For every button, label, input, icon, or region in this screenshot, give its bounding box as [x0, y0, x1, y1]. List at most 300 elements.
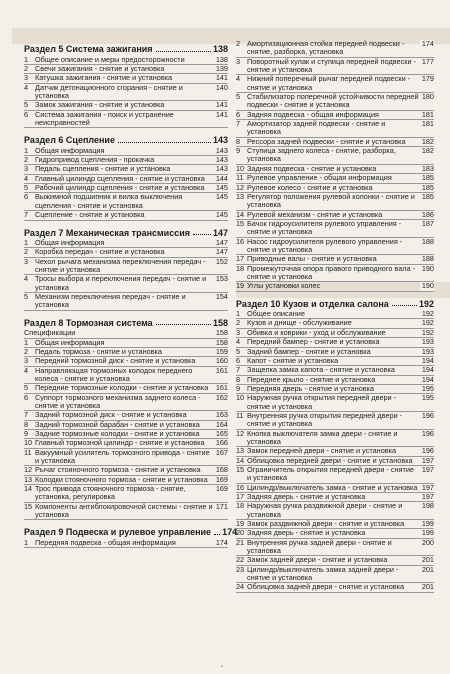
- leader-dots: [392, 305, 417, 306]
- toc-entry[interactable]: [24, 84, 228, 101]
- toc-entry[interactable]: [24, 175, 228, 183]
- toc-entry[interactable]: [24, 184, 228, 192]
- toc-entry[interactable]: [236, 529, 434, 537]
- toc-entry[interactable]: [24, 258, 228, 275]
- entry-title: Внутренняя ручка задней двери - снятие и установка: [247, 537, 392, 556]
- entry-title: Гидропривод сцепления - прокачка: [35, 155, 155, 165]
- entry-text-wrap: [35, 74, 228, 82]
- toc-entry[interactable]: [236, 111, 434, 119]
- entry-text-wrap: [35, 357, 228, 365]
- toc-entry[interactable]: [236, 329, 434, 337]
- section-heading: [24, 135, 228, 146]
- entry-page: 158: [215, 328, 228, 338]
- entry-number: 1: [24, 54, 29, 64]
- toc-entry[interactable]: [24, 449, 228, 466]
- toc-entry[interactable]: [24, 439, 228, 447]
- toc-entry[interactable]: [24, 476, 228, 484]
- toc-entry[interactable]: [24, 539, 228, 547]
- entry-page: 185: [421, 173, 434, 183]
- entry-title: Рессора задней подвески - снятие и установка: [247, 136, 406, 146]
- entry-text-wrap: [35, 147, 228, 155]
- entry-number: 10: [236, 163, 245, 173]
- entry-number: 7: [236, 119, 241, 129]
- entry-text-wrap: [35, 339, 228, 347]
- entry-number: 6: [236, 109, 241, 119]
- entry-title: Чехол рычага механизма переключения передач - снятие и установка: [35, 256, 206, 275]
- entry-number: 24: [236, 582, 245, 592]
- entry-page: 194: [421, 374, 434, 384]
- entry-page: 141: [215, 109, 228, 119]
- entry-title: Трос привода стояночного тормоза - снятие, установка, регулировка: [35, 484, 186, 502]
- toc-column-left: [24, 42, 238, 548]
- entry-text-wrap: [35, 476, 228, 484]
- entry-page: 185: [421, 191, 434, 201]
- entry-page: 196: [421, 410, 434, 420]
- entry-page: 197: [421, 464, 434, 474]
- entry-page: 169: [215, 474, 228, 484]
- entry-text-wrap: [247, 93, 434, 110]
- entry-number: 9: [236, 383, 241, 393]
- entry-title: Направляющая тормозных колодок переднего колеса - снятие и установка: [35, 365, 193, 383]
- entry-title: Углы установки колес: [247, 281, 321, 291]
- entry-text-wrap: [247, 520, 434, 528]
- entry-title: Колодки стояночного тормоза - снятие и установка: [35, 474, 208, 484]
- toc-entry[interactable]: [236, 556, 434, 564]
- entry-title: Рулевое колесо - снятие и установка: [247, 182, 373, 192]
- entry-number: 16: [236, 236, 245, 246]
- entry-number: 10: [24, 438, 33, 448]
- entry-page: 166: [215, 438, 228, 448]
- entry-page: 193: [421, 346, 434, 356]
- entry-title: Наружная ручка раздвижной двери - снятие и установка: [247, 501, 403, 519]
- entry-page: 187: [421, 218, 434, 228]
- toc-entry[interactable]: [24, 74, 228, 82]
- entry-number: 8: [24, 419, 29, 429]
- entry-page: 174: [215, 537, 228, 547]
- toc-entry[interactable]: [24, 485, 228, 502]
- entry-title: Рулевой механизм - снятие и установка: [247, 209, 383, 219]
- entry-page: 198: [421, 501, 434, 511]
- section-heading: [24, 527, 238, 538]
- entry-title: Общее описание и меры предосторожности: [35, 54, 185, 64]
- toc-entry[interactable]: [236, 184, 434, 192]
- section-heading: [236, 299, 434, 310]
- entry-number: 4: [24, 82, 29, 92]
- entry-number: 6: [24, 192, 29, 202]
- section-heading: [24, 318, 228, 329]
- entry-text-wrap: [35, 439, 228, 447]
- entry-number: 3: [24, 356, 29, 366]
- entry-title: Задняя подвеска - снятие и установка: [247, 163, 377, 173]
- toc-entry[interactable]: [236, 357, 434, 365]
- entry-text-wrap: [247, 348, 434, 356]
- entry-number: 23: [236, 564, 245, 574]
- entry-page: 164: [215, 419, 228, 429]
- toc-entry[interactable]: [24, 293, 228, 310]
- entry-page: 194: [421, 355, 434, 365]
- entry-number: 18: [236, 263, 245, 273]
- entry-page: 188: [421, 254, 434, 264]
- entry-page: 194: [421, 365, 434, 375]
- entry-number: 5: [24, 100, 29, 110]
- entry-text-wrap: [35, 111, 228, 128]
- entry-number: 20: [236, 528, 245, 538]
- entry-number: 8: [236, 374, 241, 384]
- entry-number: 14: [24, 484, 33, 494]
- entry-title: Задняя подвеска - общая информация: [247, 109, 379, 119]
- entry-number: 4: [24, 365, 29, 375]
- toc-entry[interactable]: [24, 348, 228, 356]
- entry-text-wrap: [247, 539, 434, 556]
- entry-text-wrap: [247, 75, 434, 92]
- entry-title: Общая информация: [35, 145, 105, 155]
- toc-entry[interactable]: [236, 120, 434, 137]
- entry-title: Обивка и коврики - уход и обслуживание: [247, 327, 386, 337]
- entry-number: 15: [236, 218, 245, 228]
- toc-entry[interactable]: [236, 394, 434, 411]
- entry-text-wrap: [35, 411, 228, 419]
- entry-text-wrap: [35, 184, 228, 192]
- entry-page: 179: [421, 74, 434, 84]
- entry-page: 186: [421, 209, 434, 219]
- entry-text-wrap: [247, 457, 434, 465]
- entry-number: 12: [24, 465, 33, 475]
- toc-entry[interactable]: [24, 101, 228, 109]
- toc-entry[interactable]: [236, 165, 434, 173]
- entry-text-wrap: [247, 376, 434, 384]
- entry-title: Регулятор положения рулевой колонки - снятие и установка: [247, 191, 415, 210]
- entry-title: Сцепление - снятие и установка: [35, 210, 145, 220]
- entry-number: 14: [236, 209, 245, 219]
- toc-entry[interactable]: [236, 520, 434, 528]
- toc-entry[interactable]: [236, 238, 434, 255]
- entry-title: Суппорт тормозного механизма заднего колеса - снятие и установка: [35, 392, 201, 410]
- entry-title: Кузов и днище - обслуживание: [247, 318, 352, 328]
- entry-number: 6: [24, 392, 29, 402]
- entry-number: 21: [236, 537, 245, 547]
- entry-number: 18: [236, 501, 245, 511]
- entry-number: 5: [24, 383, 29, 393]
- entry-page: 147: [215, 247, 228, 257]
- entry-page: 196: [421, 428, 434, 438]
- entry-page: 144: [215, 173, 228, 183]
- entry-page: 158: [215, 337, 228, 347]
- toc-entry[interactable]: [24, 329, 228, 337]
- toc-entry[interactable]: [236, 282, 434, 290]
- toc-entry[interactable]: [24, 430, 228, 438]
- entry-page: 185: [421, 182, 434, 192]
- entry-text-wrap: [35, 193, 228, 210]
- entry-title: Главный цилиндр сцепления - снятие и установка: [35, 173, 205, 183]
- entry-page: 182: [421, 146, 434, 156]
- entry-number: 4: [24, 173, 29, 183]
- entry-rule: [24, 547, 228, 548]
- entry-page: 181: [421, 119, 434, 129]
- entry-page: 197: [421, 455, 434, 465]
- entry-page: 197: [421, 492, 434, 501]
- toc-entry[interactable]: [24, 156, 228, 164]
- toc-entry[interactable]: [236, 539, 434, 556]
- entry-title: Внутренняя ручка открытия передней двери - снятие и установка: [247, 410, 403, 429]
- entry-page: 199: [421, 528, 434, 538]
- entry-number: 13: [24, 474, 33, 484]
- entry-number: 13: [236, 446, 245, 456]
- entry-number: 9: [236, 146, 241, 156]
- entry-number: 3: [236, 56, 241, 66]
- toc-entry[interactable]: [236, 412, 434, 429]
- toc-entry[interactable]: [24, 503, 228, 520]
- leader-dots: [193, 234, 211, 235]
- entry-page: 201: [421, 582, 434, 592]
- entry-text-wrap: [35, 258, 228, 275]
- entry-title: Промежуточная опора правого приводного вала - снятие и установка: [247, 263, 416, 281]
- entry-text-wrap: [35, 503, 228, 520]
- toc-entry[interactable]: [24, 357, 228, 365]
- entry-text-wrap: [247, 238, 434, 255]
- toc-entry[interactable]: [236, 75, 434, 92]
- entry-text-wrap: [35, 421, 228, 429]
- entry-number: 12: [236, 428, 245, 438]
- section-title: Раздел 8 Тормозная система: [24, 317, 153, 328]
- toc-entry[interactable]: [236, 58, 434, 75]
- entry-page: 145: [215, 210, 228, 220]
- entry-title: Ограничитель открытия передней двери - снятие и установка: [247, 464, 414, 483]
- entry-title: Замок передней двери - снятие и установка: [247, 446, 397, 456]
- entry-text-wrap: [247, 583, 434, 591]
- entry-number: 3: [24, 73, 29, 83]
- entry-title: Приводные валы - снятие и установка: [247, 254, 377, 264]
- section-page: 158: [212, 317, 228, 328]
- toc-entry[interactable]: [24, 411, 228, 419]
- toc-entry[interactable]: [236, 40, 434, 57]
- entry-text-wrap: [247, 174, 434, 182]
- toc-entry[interactable]: [24, 248, 228, 256]
- entry-title: Кнопка выключателя замка двери - снятие и установка: [247, 428, 398, 446]
- toc-entry[interactable]: [236, 319, 434, 327]
- entry-title: Передние тормозные колодки - снятие и установка: [35, 383, 209, 393]
- toc-entry[interactable]: [236, 376, 434, 384]
- entry-text-wrap: [247, 502, 434, 519]
- entry-text-wrap: [247, 385, 434, 393]
- entry-page: 190: [421, 263, 434, 273]
- entry-text-wrap: [247, 211, 434, 219]
- toc-entry[interactable]: [236, 566, 434, 583]
- entry-page: 195: [421, 383, 434, 393]
- entry-page: 145: [215, 192, 228, 202]
- entry-rule: [236, 592, 434, 593]
- entry-text-wrap: [247, 193, 434, 210]
- entry-title: Тросы выбора и переключения передач - снятие и установка: [35, 274, 207, 292]
- toc-entry[interactable]: [24, 394, 228, 411]
- toc-entry[interactable]: [24, 239, 228, 247]
- toc-entry[interactable]: [236, 457, 434, 465]
- entry-text-wrap: [247, 120, 434, 137]
- entry-number: 2: [24, 346, 29, 356]
- toc-entry[interactable]: [236, 193, 434, 210]
- entry-text-wrap: [35, 485, 228, 502]
- toc-entry[interactable]: [236, 255, 434, 263]
- entry-title: Свечи зажигания - снятие и установка: [35, 63, 165, 73]
- entry-title: Замок задней двери - снятие и установка: [247, 555, 388, 565]
- entry-number: 13: [236, 191, 245, 201]
- entry-number: 4: [24, 274, 29, 284]
- entry-text-wrap: [247, 147, 434, 164]
- entry-page: 201: [421, 555, 434, 565]
- toc-entry[interactable]: [236, 93, 434, 110]
- entry-number: 1: [24, 238, 29, 247]
- entry-page: 139: [215, 63, 228, 73]
- leader-dots: [156, 51, 211, 52]
- toc-entry[interactable]: [236, 138, 434, 146]
- toc-entry[interactable]: [236, 348, 434, 356]
- toc-entry[interactable]: [236, 385, 434, 393]
- entry-text-wrap: [35, 175, 228, 183]
- toc-column-right: [236, 40, 434, 593]
- toc-entry[interactable]: [24, 165, 228, 173]
- entry-number: 1: [24, 537, 29, 547]
- entry-title: Педаль сцепления - снятие и установка: [35, 164, 171, 174]
- entry-page: 199: [421, 519, 434, 529]
- entry-page: 174: [421, 39, 434, 48]
- entry-title: Наружная ручка открытия передней двери - снятие и установка: [247, 393, 397, 411]
- entry-title: Передний тормозной диск - снятие и установка: [35, 356, 196, 366]
- entry-number: 15: [236, 464, 245, 474]
- toc-entry[interactable]: [24, 211, 228, 219]
- toc-entry[interactable]: [24, 147, 228, 155]
- entry-page: 143: [215, 164, 228, 174]
- entry-title: Облицовка передней двери - снятие и установка: [247, 455, 413, 465]
- section-heading: [24, 228, 228, 239]
- entry-number: 19: [236, 281, 245, 291]
- entry-text-wrap: [35, 248, 228, 256]
- entry-text-wrap: [35, 84, 228, 101]
- toc-entry[interactable]: [236, 430, 434, 447]
- entry-number: 2: [236, 318, 241, 328]
- toc-entry[interactable]: [236, 447, 434, 455]
- toc-entry[interactable]: [24, 421, 228, 429]
- entry-page: 143: [215, 145, 228, 155]
- toc-entry[interactable]: [236, 583, 434, 591]
- entry-page: 167: [215, 447, 228, 457]
- toc-entry[interactable]: [236, 484, 434, 492]
- entry-page: 154: [215, 292, 228, 302]
- toc-entry[interactable]: [24, 111, 228, 128]
- entry-text-wrap: [247, 493, 434, 501]
- entry-page: 196: [421, 446, 434, 456]
- toc-entry[interactable]: [24, 339, 228, 347]
- entry-text-wrap: [247, 357, 434, 365]
- entry-number: 1: [24, 145, 29, 155]
- entry-title: Механизм переключения передач - снятие и установка: [35, 292, 186, 310]
- entry-title: Насос гидроусилителя рулевого управления - снятие и установка: [247, 236, 403, 254]
- leader-dots: [118, 142, 211, 143]
- entry-title: Рабочий цилиндр сцепления - снятие и установка: [35, 183, 205, 193]
- toc-entry[interactable]: [24, 56, 228, 64]
- entry-title: Цилиндр/выключатель замка задней двери - снятие и установка: [247, 564, 399, 583]
- toc-entry[interactable]: [236, 265, 434, 282]
- toc-entry[interactable]: [24, 275, 228, 292]
- entry-page: 163: [215, 410, 228, 420]
- entry-text-wrap: [247, 319, 434, 327]
- entry-title: Цилиндр/выключатель замка - снятие и установка: [247, 482, 418, 492]
- toc-entry[interactable]: [236, 466, 434, 483]
- toc-entry[interactable]: [24, 193, 228, 210]
- entry-title: Капот - снятие и установка: [247, 355, 339, 365]
- entry-text-wrap: [247, 466, 434, 483]
- leader-dots: [214, 534, 220, 535]
- section-title: Раздел 6 Сцепление: [24, 135, 115, 146]
- toc-entry[interactable]: [236, 310, 434, 318]
- entry-number: 7: [236, 365, 241, 375]
- entry-title: Задний тормозной барабан - снятие и установка: [35, 419, 200, 429]
- entry-number: 7: [24, 210, 29, 220]
- toc-entry[interactable]: [24, 466, 228, 474]
- toc-entry[interactable]: [236, 366, 434, 374]
- section-title: Раздел 7 Механическая трансмиссия: [24, 227, 190, 238]
- entry-title: Система зажигания - поиск и устранение неисправностей: [35, 109, 174, 127]
- entry-page: 145: [215, 183, 228, 193]
- toc-entry[interactable]: [236, 174, 434, 182]
- toc-entry[interactable]: [24, 367, 228, 384]
- entry-page: 192: [421, 309, 434, 319]
- toc-entry[interactable]: [24, 65, 228, 73]
- entry-title: Передний бампер - снятие и установка: [247, 337, 380, 347]
- section-page: 174: [222, 527, 238, 538]
- section-page: 138: [212, 44, 228, 54]
- entry-text-wrap: [247, 366, 434, 374]
- entry-title: Задний бампер - снятие и установка: [247, 346, 371, 356]
- entry-page: 168: [215, 465, 228, 475]
- entry-number: 1: [236, 309, 241, 319]
- entry-text-wrap: [35, 156, 228, 164]
- toc-entry[interactable]: [24, 384, 228, 392]
- entry-text-wrap: [35, 293, 228, 310]
- entry-text-wrap: [35, 56, 228, 64]
- entry-text-wrap: [247, 484, 434, 492]
- entry-text-wrap: [247, 556, 434, 564]
- entry-text-wrap: [35, 394, 228, 411]
- page-footer-mark: •: [221, 664, 223, 670]
- toc-entry[interactable]: [236, 220, 434, 237]
- entry-page: 162: [215, 392, 228, 402]
- entry-text-wrap: [35, 275, 228, 292]
- entry-text-wrap: [35, 101, 228, 109]
- entry-title: Защелка замка капота - снятие и установка: [247, 365, 395, 375]
- entry-page: 182: [421, 136, 434, 146]
- toc-entry[interactable]: [236, 502, 434, 519]
- entry-title: Задняя дверь - снятие и установка: [247, 492, 366, 501]
- entry-text-wrap: [35, 165, 228, 173]
- entry-title: Стабилизатор поперечной устойчивости передней подвески - снятие и установка: [247, 92, 419, 110]
- entry-page: 193: [421, 337, 434, 347]
- entry-text-wrap: [247, 165, 434, 173]
- toc-entry[interactable]: [236, 147, 434, 164]
- entry-page: 153: [215, 274, 228, 284]
- entry-title: Датчик детонационного сгорания - снятие и установка: [35, 82, 183, 100]
- entry-text-wrap: [247, 220, 434, 237]
- entry-text-wrap: [35, 348, 228, 356]
- toc-entry[interactable]: [236, 211, 434, 219]
- entry-page: 165: [215, 429, 228, 439]
- toc-entry[interactable]: [236, 493, 434, 501]
- section-title: Раздел 5 Система зажигания: [24, 44, 153, 54]
- entry-number: 16: [236, 482, 245, 492]
- entry-title: Переднее крыло - снятие и установка: [247, 374, 376, 384]
- toc-entry[interactable]: [236, 338, 434, 346]
- section-heading: [24, 44, 228, 55]
- entry-text-wrap: [24, 329, 228, 337]
- entry-text-wrap: [247, 184, 434, 192]
